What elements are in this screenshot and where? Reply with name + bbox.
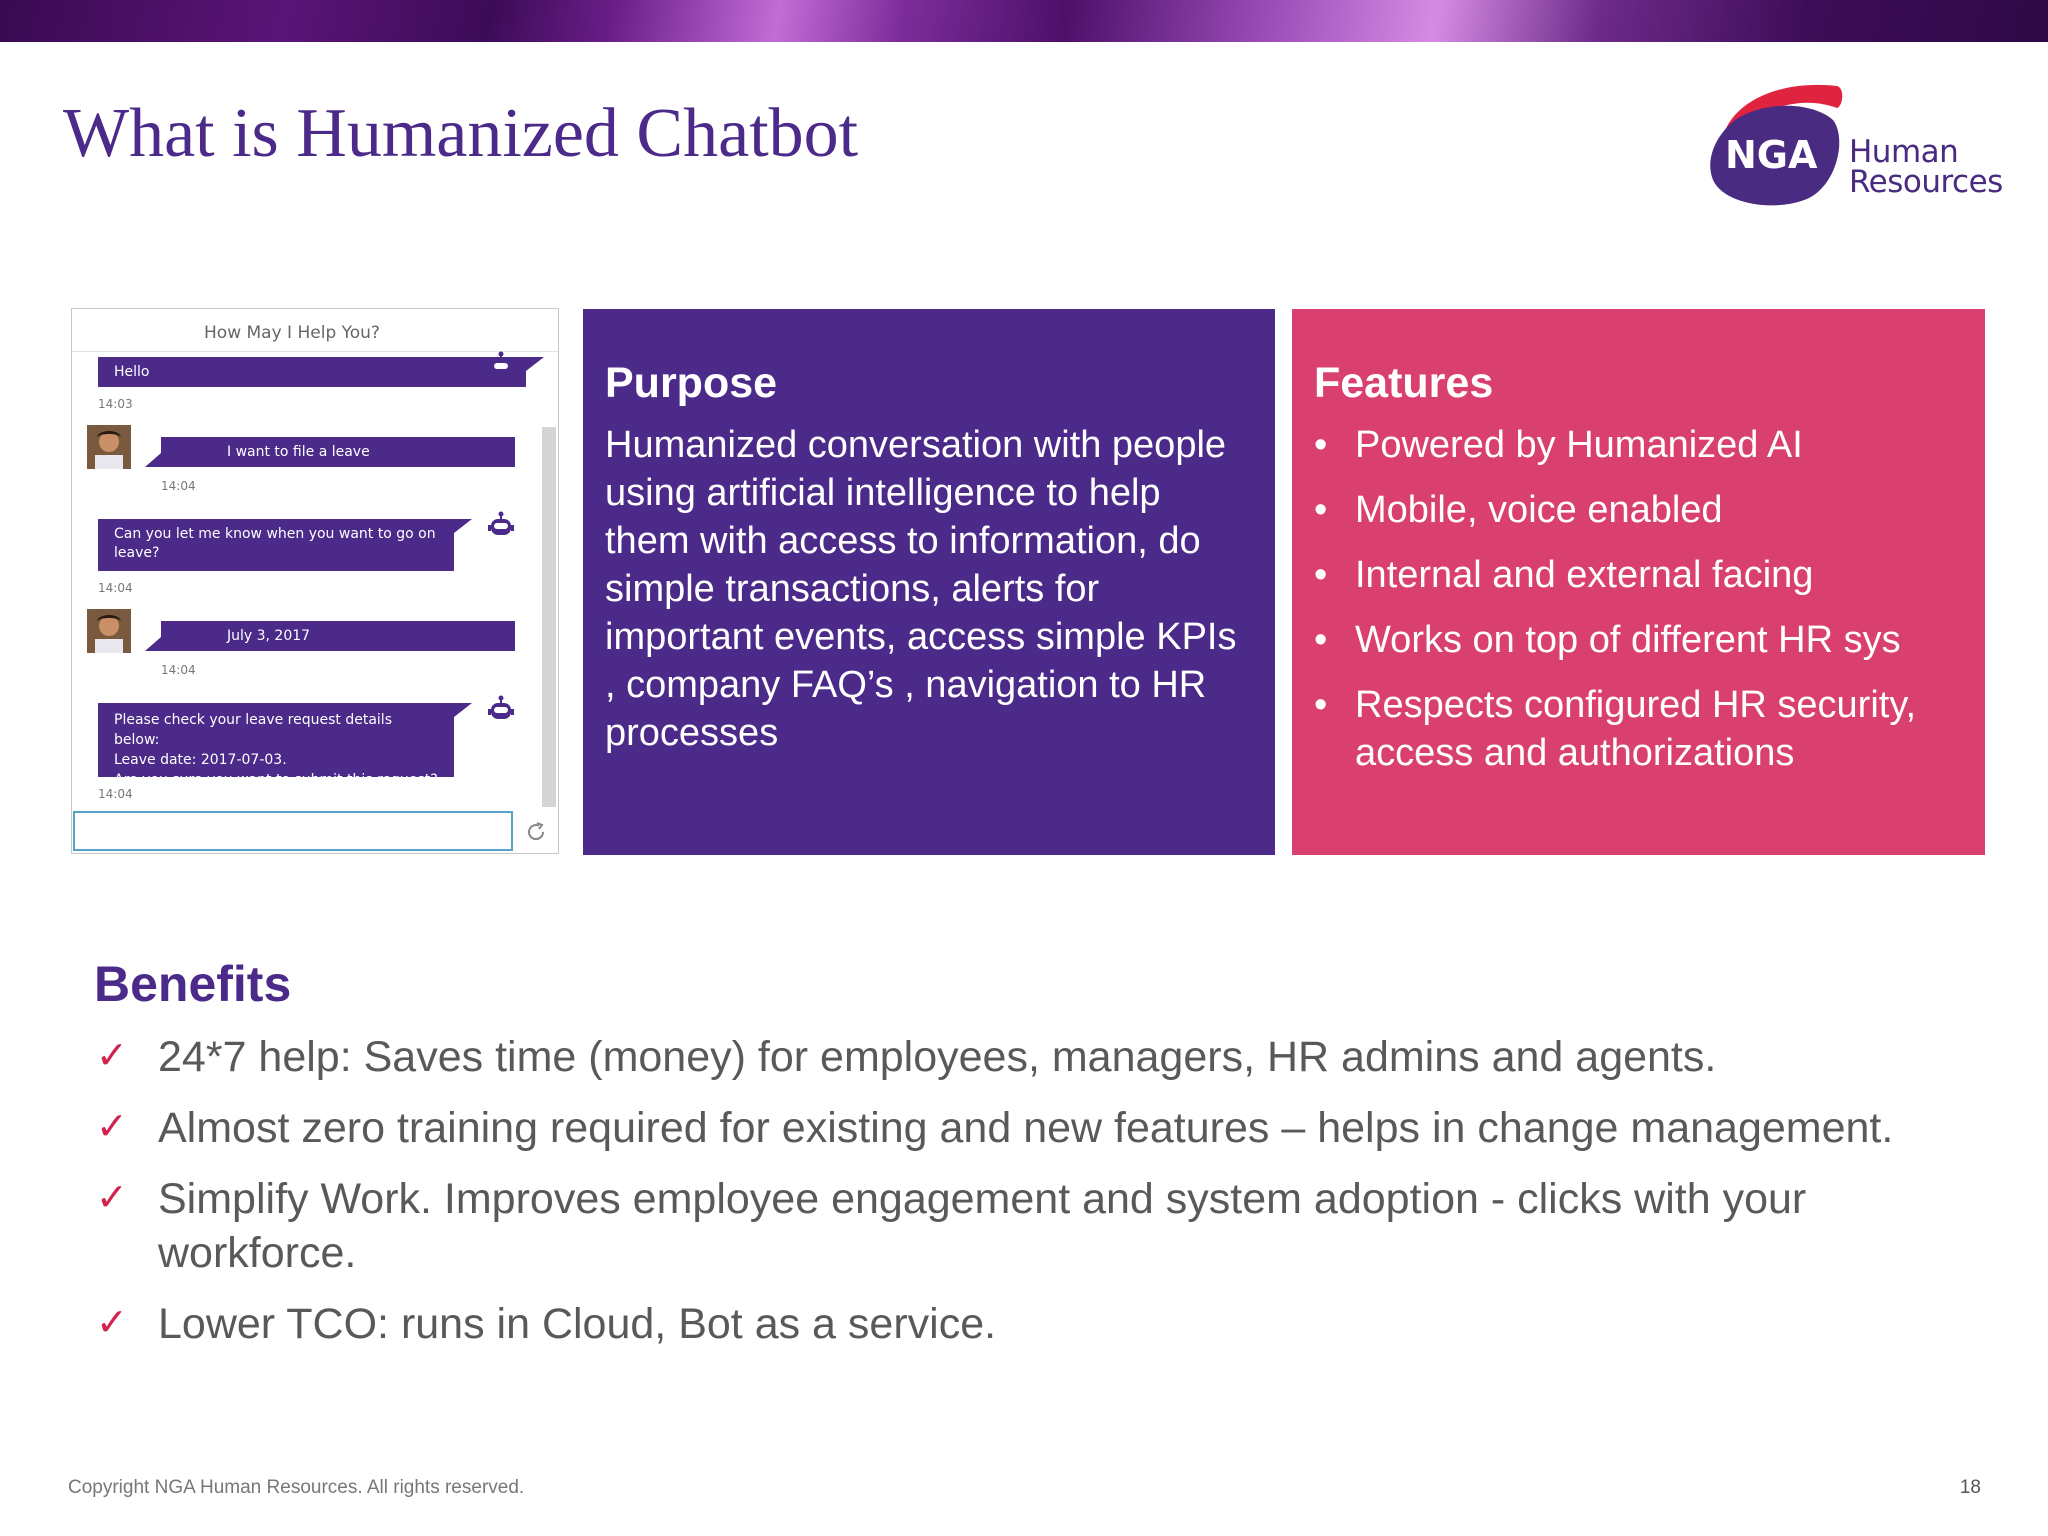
benefit-item — [94, 1172, 1974, 1280]
user-message-text: I want to file a leave — [227, 444, 370, 460]
features-title: Features — [1314, 359, 1494, 407]
bot-message-line: Please check your leave request details below: — [114, 712, 392, 748]
logo-text-human: Human — [1849, 134, 1959, 170]
robot-icon — [487, 695, 515, 725]
message-timestamp: 14:04 — [98, 581, 133, 595]
purpose-title: Purpose — [605, 359, 778, 407]
chat-panel — [71, 308, 559, 854]
bot-message-line: Are you sure you want to submit this request? — [114, 772, 438, 788]
bot-message-text: Hello — [114, 364, 150, 380]
bullet-icon: • — [1314, 684, 1328, 726]
benefits-list — [94, 1030, 1974, 1368]
chat-header: How May I Help You? — [204, 323, 380, 343]
feature-text: Respects configured HR security, access and authorizations — [1355, 684, 1917, 774]
nga-logo-mark-icon — [1705, 80, 1845, 210]
user-avatar — [87, 425, 131, 469]
bullet-icon: • — [1314, 489, 1328, 531]
benefit-text: 24*7 help: Saves time (money) for employees, managers, HR admins and agents. — [158, 1033, 1717, 1081]
message-timestamp: 14:04 — [161, 663, 196, 677]
robot-icon — [487, 351, 515, 381]
benefit-text: Almost zero training required for existing and new features – helps in change management. — [158, 1104, 1894, 1152]
chat-scrollbar[interactable] — [542, 427, 556, 807]
page-number: 18 — [1959, 1477, 1981, 1498]
feature-item — [1314, 681, 1963, 777]
user-avatar-icon — [87, 425, 131, 469]
user-avatar — [87, 609, 131, 653]
checkmark-icon: ✓ — [96, 1300, 128, 1344]
robot-icon — [487, 511, 515, 541]
chat-message-input[interactable] — [73, 811, 513, 851]
bot-message-line: Leave date: 2017-07-03. — [114, 752, 287, 768]
checkmark-icon: ✓ — [96, 1175, 128, 1219]
user-avatar-icon — [87, 609, 131, 653]
logo-mark-text: NGA — [1725, 133, 1818, 177]
user-message-text: July 3, 2017 — [227, 628, 311, 644]
benefit-item — [94, 1030, 1974, 1084]
message-timestamp: 14:04 — [161, 479, 196, 493]
checkmark-icon: ✓ — [96, 1104, 128, 1148]
message-timestamp: 14:03 — [98, 397, 133, 411]
feature-item — [1314, 616, 1963, 664]
bot-message-line: Can you let me know when you want to go on — [114, 526, 436, 542]
feature-text: Mobile, voice enabled — [1355, 489, 1723, 531]
user-message — [161, 621, 515, 651]
checkmark-icon: ✓ — [96, 1033, 128, 1077]
bot-message — [98, 703, 454, 788]
bot-message — [98, 357, 526, 387]
feature-item — [1314, 551, 1963, 599]
refresh-icon — [524, 820, 548, 844]
logo-text-resources: Resources — [1849, 164, 2003, 200]
top-gradient-band — [0, 0, 2048, 42]
nga-logo — [1705, 80, 2003, 210]
refresh-button[interactable] — [516, 813, 556, 851]
features-list — [1314, 421, 1963, 777]
purpose-box — [583, 309, 1275, 855]
chat-header-divider — [72, 351, 558, 352]
feature-text: Powered by Humanized AI — [1355, 424, 1803, 466]
benefit-item — [94, 1101, 1974, 1155]
features-box — [1292, 309, 1985, 855]
purpose-body: Humanized conversation with people using artificial intelligence to help them with access to information, do simple transactions, alerts for important events, access simple KPIs , company FAQ’s , navigation to HR processes — [605, 424, 1237, 754]
feature-item — [1314, 421, 1963, 469]
bullet-icon: • — [1314, 619, 1328, 661]
feature-item — [1314, 486, 1963, 534]
bullet-icon: • — [1314, 424, 1328, 466]
benefit-text: Simplify Work. Improves employee engagement and system adoption - clicks with your workforce. — [158, 1175, 1807, 1277]
bullet-icon: • — [1314, 554, 1328, 596]
slide-title: What is Humanized Chatbot — [63, 95, 859, 172]
copyright-notice: Copyright NGA Human Resources. All rights reserved. — [68, 1477, 525, 1498]
bot-message — [98, 519, 454, 571]
feature-text: Works on top of different HR sys — [1355, 619, 1901, 661]
benefit-text: Lower TCO: runs in Cloud, Bot as a service. — [158, 1300, 997, 1348]
benefits-title: Benefits — [94, 956, 292, 1012]
benefit-item — [94, 1297, 1974, 1351]
message-timestamp: 14:04 — [98, 787, 133, 801]
bot-message-line: leave? — [114, 545, 160, 561]
feature-text: Internal and external facing — [1355, 554, 1814, 596]
user-message — [161, 437, 515, 467]
